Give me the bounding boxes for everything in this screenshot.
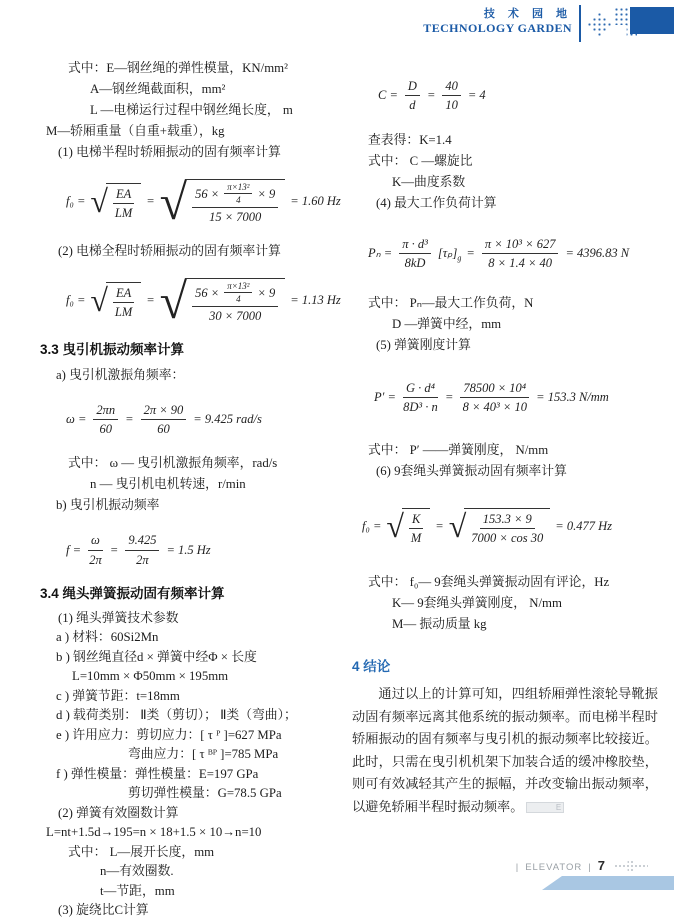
section-heading-3-4: 3.4 绳头弹簧振动固有频率计算 — [40, 585, 225, 601]
text-line: 式中： L—展开长度，mm — [68, 844, 215, 859]
text-line: a) 曳引机激振角频率： — [56, 367, 185, 382]
sqrt-expression: √ $\frac{EA}{LM}$ — [90, 183, 141, 222]
formula-result: = 4 — [467, 88, 486, 103]
text-line: L=10mm × Φ50mm × 195mm — [72, 669, 229, 684]
text-line: d ) 载荷类别： Ⅱ类（剪切）； Ⅱ类（弯曲）； — [56, 708, 297, 723]
text-line: b) 曳引机振动频率 — [56, 498, 160, 513]
formula-rope-spring-natural-frequency: f₀ = √ $\frac{K}{M}$ = √ $\frac{153.3 \times 9}{7000 \times \cos 30}$ = 0.477 Hz — [362, 508, 612, 545]
formula-car-half-travel-frequency: f₀ = √ $\frac{EA}{LM}$ = √ 56 × $\frac{\text{π×13²}}{4}$ × 9 15 × 7000 = 1.60 Hz — [66, 173, 341, 230]
left-column — [40, 58, 346, 921]
sqrt-expression: √ 56 × $\frac{\text{π×13²}}{4}$ × 9 15 × 7000 — [160, 179, 286, 225]
footer-separator: | — [588, 862, 592, 873]
conclusion-heading: 4 结论 — [352, 659, 391, 674]
stress-bracket: $[\tau_p]_g$ — [437, 245, 462, 262]
text-line: b ) 钢丝绳直径d × 弹簧中经Φ × 长度 — [56, 649, 257, 664]
text-line: (1) 电梯半程时轿厢振动的固有频率计算 — [58, 145, 281, 159]
formula-traction-vibration-frequency: f = $\frac{\omega}{2\pi}$ = $\frac{9.425}{2\pi}$ = 1.5 Hz — [66, 533, 211, 567]
journal-section-header — [423, 7, 572, 36]
text-line: (1) 绳头弹簧技术参数 — [58, 610, 179, 625]
text-line: 式中： Pₙ—最大工作负荷，N — [368, 296, 534, 310]
footer-corner-band — [542, 876, 674, 890]
text-line: a ) 材料：60Si2Mn — [56, 630, 159, 645]
formula-lhs: ω = — [66, 412, 87, 427]
text-line: 弯曲应力：[ τ ᴮᴾ ]=785 MPa — [128, 747, 279, 762]
formula-lhs: Pₙ = — [368, 246, 393, 261]
text-line: (4) 最大工作负荷计算 — [376, 195, 497, 210]
formula-lhs: f = — [66, 542, 82, 557]
text-line: f ) 弹性模量：弹性模量：E=197 GPa — [56, 766, 259, 781]
text-line: n—有效圈数. — [100, 864, 174, 879]
text-line: K—曲度系数 — [392, 174, 466, 189]
radical-sign: √ — [159, 173, 188, 230]
right-column — [352, 58, 658, 818]
radical-sign: √ — [159, 272, 188, 329]
text-line: (3) 旋绕比C计算 — [58, 903, 149, 918]
radical-sign: √ — [90, 282, 108, 319]
text-line: c ) 弹簧节距：t=18mm — [56, 688, 180, 703]
radical-sign: √ — [386, 508, 404, 545]
section-title-en: TECHNOLOGY GARDEN — [423, 21, 572, 35]
formula-result: = 1.5 Hz — [166, 542, 211, 557]
page-number: 7 — [597, 858, 605, 873]
sqrt-expression: √ $\frac{EA}{LM}$ — [90, 282, 141, 321]
text-line: M—轿厢重量（自重+载重），kg — [46, 124, 225, 138]
journal-name: ELEVATOR — [525, 862, 583, 873]
text-line: L=nt+1.5d→195=n × 18+1.5 × 10→n=10 — [46, 825, 262, 840]
text-line: 式中： f₀— 9套绳头弹簧振动固有评论，Hz — [368, 575, 610, 589]
formula-result: = 9.425 rad/s — [193, 412, 262, 427]
section-heading-3-3: 3.3 曳引机振动频率计算 — [40, 341, 185, 357]
formula-result: = 4396.83 N — [565, 245, 630, 260]
sqrt-expression: √ $\frac{K}{M}$ — [386, 508, 430, 547]
footer-dot-pattern-icon — [614, 860, 648, 871]
text-line: A—钢丝绳截面积，mm² — [90, 82, 226, 96]
formula-result: = 0.477 Hz — [555, 519, 612, 534]
text-line: 式中： P′ ——弹簧刚度， N/mm — [368, 442, 549, 457]
formula-lhs: f₀ = — [66, 293, 86, 308]
formula-traction-angular-frequency: ω = $\frac{2\pi n}{60}$ = $\frac{2\pi \times 90}{60}$ = 9.425 rad/s — [66, 402, 262, 437]
formula-lhs: P′ = — [374, 390, 396, 405]
sqrt-expression: √ $\frac{153.3 \times 9}{7000 \times \cos 30}$ — [449, 508, 551, 547]
formula-result: = 1.60 Hz — [290, 194, 341, 209]
text-line: (6) 9套绳头弹簧振动固有频率计算 — [376, 463, 567, 478]
conclusion-paragraph: 通过以上的计算可知，四组轿厢弹性滚轮导靴振动固有频率远离其他系统的振动频率。而电梯半程时轿厢振动的固有频率与曳引机的振动频率比较接近。此时，只需在曳引机机架下加装合适的缓冲橡胶垫，则可有效减轻其产生的振幅，并改变输出振动频率，以避免轿厢半程时振动频率。 E — [352, 686, 658, 814]
article-end-mark-icon: E — [526, 802, 564, 813]
formula-max-working-load: Pₙ = $\frac{\text{π · d³}}{8kD}$ $[\tau_p]_g$ = $\frac{\text{π × 10³ × 627}}{8 \times 1.4 \times 40}$ = 4396.83 N — [368, 236, 630, 270]
formula-result: = 153.3 N/mm — [536, 390, 609, 405]
header-divider — [579, 5, 581, 42]
text-line: D —弹簧中经，mm — [392, 317, 502, 331]
formula-lhs: f₀ = — [362, 519, 382, 534]
text-line: (5) 弹簧刚度计算 — [376, 338, 471, 352]
text-line: t—节距，mm — [100, 883, 175, 898]
radical-sign: √ — [448, 508, 467, 545]
text-line: 式中：E—钢丝绳的弹性模量，KN/mm² — [68, 61, 288, 75]
section-title-zh: 技 术 园 地 — [483, 8, 572, 20]
page-footer — [516, 858, 605, 873]
text-line: M— 振动质量 kg — [392, 617, 487, 631]
footer-separator: | — [515, 862, 520, 873]
formula-car-full-travel-frequency: f₀ = √ $\frac{EA}{LM}$ = √ 56 × $\frac{\text{π×13²}}{4}$ × 9 30 × 7000 = 1.13 Hz — [66, 272, 341, 329]
formula-lhs: C = — [378, 88, 398, 103]
header-dot-pattern-icon — [587, 12, 612, 38]
header-corner-block — [630, 7, 674, 34]
text-line: 剪切弹性模量：G=78.5 GPa — [128, 786, 282, 801]
formula-spiral-ratio: C = $\frac{D}{d}$ = $\frac{40}{10}$ = 4 — [378, 79, 486, 113]
text-line: 式中： ω — 曳引机激振角频率，rad/s — [68, 456, 278, 471]
text-line: 式中： C —螺旋比 — [368, 153, 473, 168]
text-line: 查表得：K=1.4 — [368, 132, 452, 147]
text-line: (2) 电梯全程时轿厢振动的固有频率计算 — [58, 243, 281, 258]
text-line: L —电梯运行过程中钢丝绳长度， m — [90, 103, 293, 117]
text-line: K— 9套绳头弹簧刚度， N/mm — [392, 596, 562, 610]
text-line: e ) 许用应力：剪切应力：[ τ ᴾ ]=627 MPa — [56, 727, 282, 742]
radical-sign: √ — [90, 183, 108, 220]
formula-lhs: f₀ = — [66, 194, 86, 209]
sqrt-expression: √ 56 × $\frac{\text{π×13²}}{4}$ × 9 30 × 7000 — [160, 278, 286, 324]
text-line: (2) 弹簧有效圈数计算 — [58, 805, 179, 820]
formula-spring-stiffness: P′ = $\frac{\text{G · d⁴}}{\text{8D³ · n}}$ = $\frac{\text{78500 × 10⁴}}{\text{8 × 40³ × 10}}$ = 153.3 N/mm — [374, 381, 609, 415]
text-line: n — 曳引机电机转速，r/min — [90, 477, 246, 492]
formula-result: = 1.13 Hz — [290, 293, 341, 308]
